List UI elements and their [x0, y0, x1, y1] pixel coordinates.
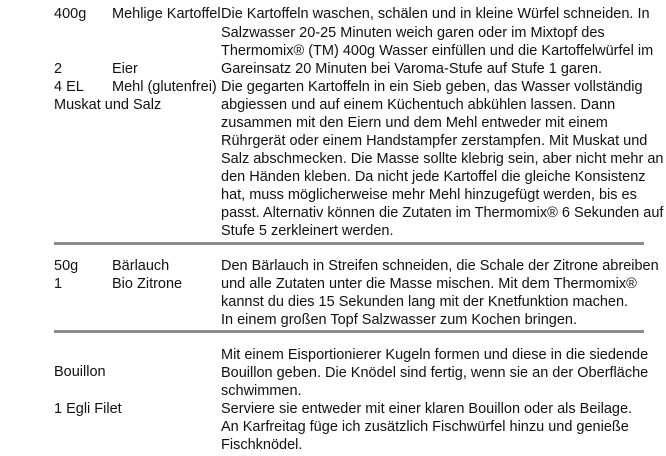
ingredient-name: Bärlauch — [112, 258, 170, 274]
instruction-line: Stufe 5 zerkleinert werden. — [221, 223, 394, 239]
instruction-line: Bouillon geben. Die Knödel sind fertig, wenn sie an der Oberfläche — [221, 365, 649, 381]
instruction-line: abgiessen und auf einem Küchentuch abkühlen lassen. Dann — [221, 97, 616, 113]
instruction-line: Thermomix® (TM) 400g Wasser einfüllen und die Kartoffelwürfel im — [221, 43, 654, 59]
ingredient-qty: 1 — [54, 276, 63, 292]
instruction-line: Gareinsatz 20 Minuten bei Varoma-Stufe auf Stufe 1 garen. — [221, 61, 602, 77]
instruction-line: Rührgerät oder einem Handstampfer zerstampfen. Mit Muskat und — [221, 133, 648, 149]
ingredient-extra: Muskat und Salz — [54, 97, 162, 113]
ingredient-name: Bio Zitrone — [112, 276, 183, 292]
instruction-line: Salz abschmecken. Die Masse sollte klebrig sein, aber nicht mehr an — [221, 151, 664, 167]
ingredient-qty: 400g — [54, 6, 87, 22]
section-divider — [54, 242, 644, 245]
instruction-line: kannst du dies 15 Sekunden lang mit der Knetfunktion machen. — [221, 294, 629, 310]
instruction-line: In einem großen Topf Salzwasser zum Kochen bringen. — [221, 312, 577, 328]
section-divider — [54, 330, 644, 333]
ingredient-qty: 4 EL — [54, 79, 84, 95]
ingredient-qty: 2 — [54, 61, 63, 77]
instruction-line: Salzwasser 20-25 Minuten weich garen oder im Mixtopf des — [221, 25, 605, 41]
instruction-line: Serviere sie entweder mit einer klaren Bouillon oder als Beilage. — [221, 401, 633, 417]
instruction-line: den Händen kleben. Da nicht jede Kartoffel die gleiche Konsistenz — [221, 169, 646, 185]
instruction-line: An Karfreitag füge ich zusätzlich Fischwürfel hinzu und genieße — [221, 419, 629, 435]
ingredient-name: Mehlige Kartoffel — [112, 6, 221, 22]
instruction-line: passt. Alternativ können die Zutaten im Thermomix® 6 Sekunden auf — [221, 205, 664, 221]
instruction-line: Die gegarten Kartoffeln in ein Sieb geben, das Wasser vollständig — [221, 79, 643, 95]
ingredient-qty: 50g — [54, 258, 79, 274]
instruction-line: schwimmen. — [221, 383, 302, 399]
ingredient-name: Mehl (glutenfrei) — [112, 79, 217, 95]
ingredient-name: Bouillon — [54, 364, 106, 380]
instruction-line: Mit einem Eisportionierer Kugeln formen und diese in die siedende — [221, 347, 649, 363]
instruction-line: Den Bärlauch in Streifen schneiden, die Schale der Zitrone abreiben — [221, 258, 659, 274]
instruction-line: zusammen mit den Eiern und dem Mehl entweder mit einem — [221, 115, 608, 131]
ingredient-name: Eier — [112, 61, 138, 77]
instruction-line: hat, muss möglicherweise mehr Mehl hinzugefügt werden, bis es — [221, 187, 637, 203]
instruction-line: und alle Zutaten unter die Masse mischen. Mit dem Thermomix® — [221, 276, 637, 292]
instruction-line: Die Kartoffeln waschen, schälen und in kleine Würfel schneiden. In — [221, 6, 650, 22]
ingredient-name: 1 Egli Filet — [54, 401, 122, 417]
instruction-line: Fischknödel. — [221, 437, 303, 453]
